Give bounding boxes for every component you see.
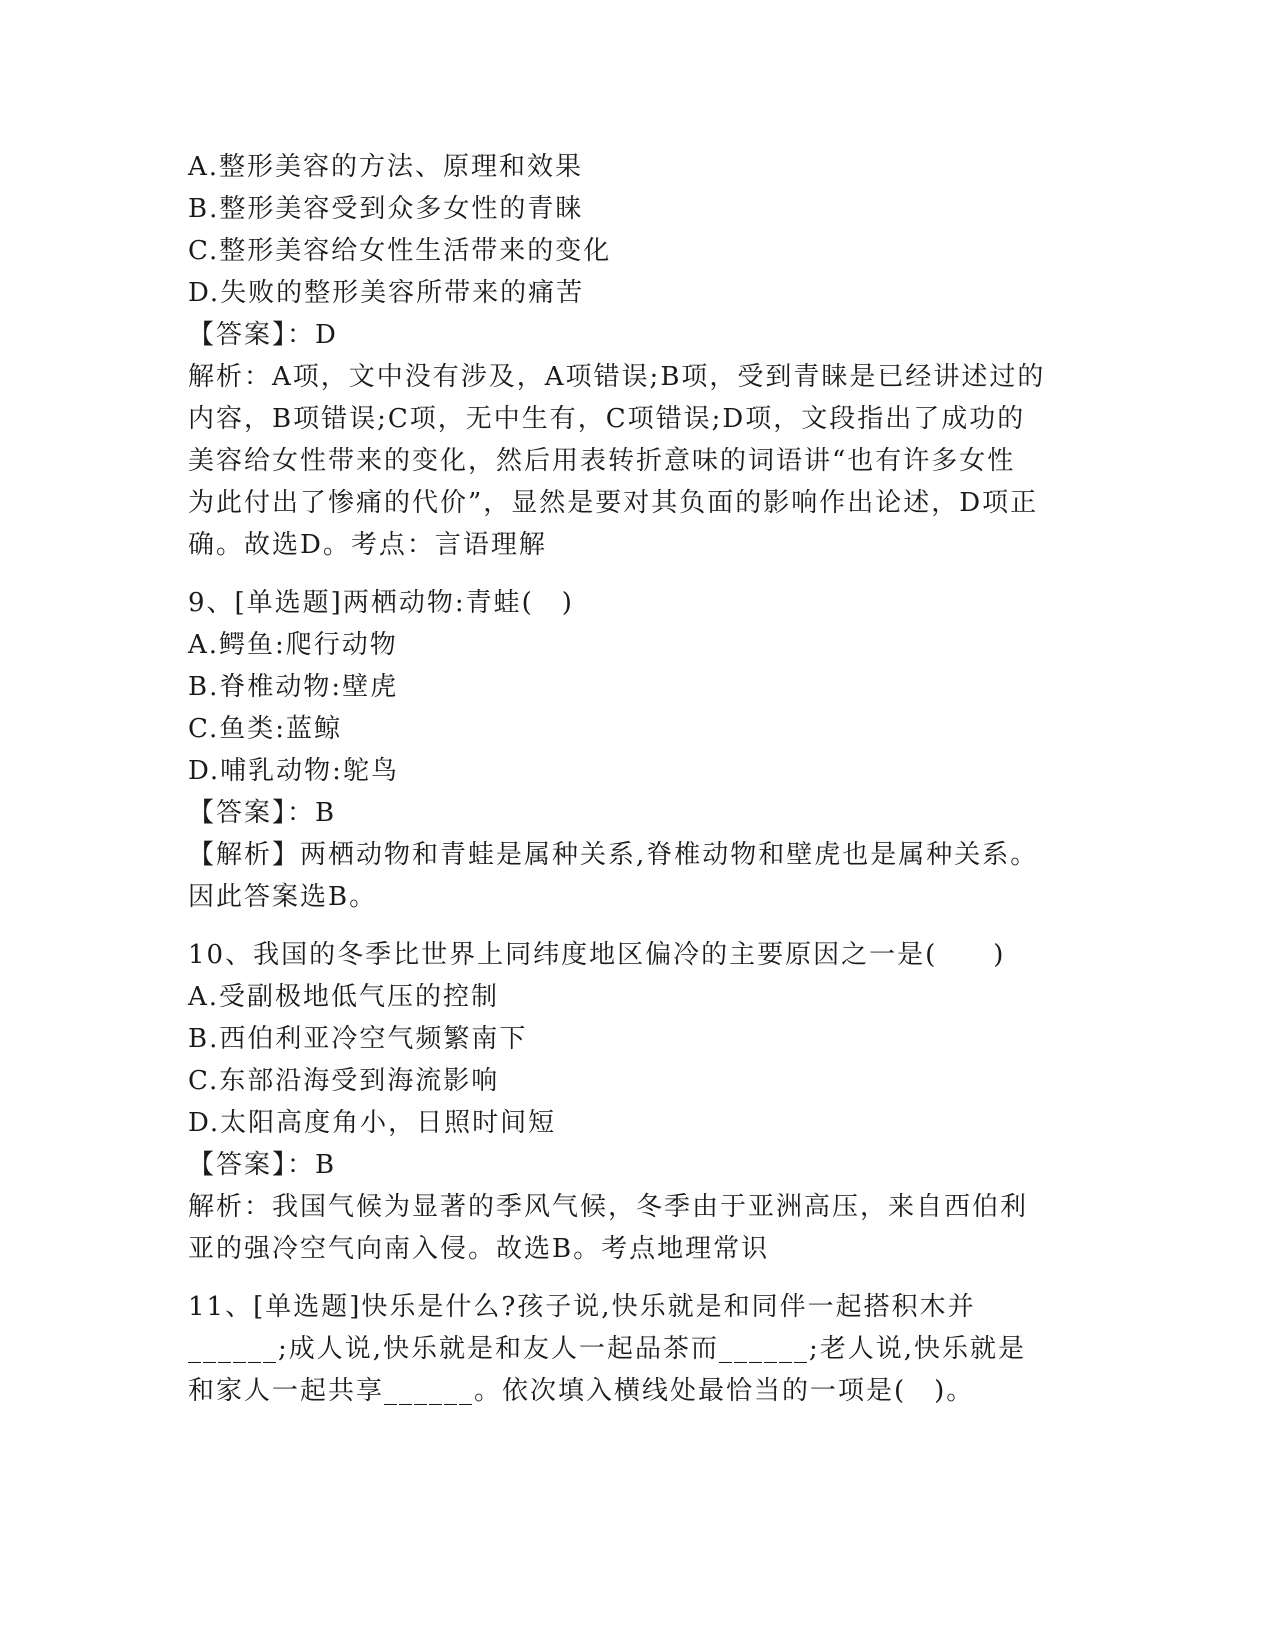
option-b: B.整形美容受到众多女性的青睐 — [188, 194, 584, 224]
analysis-line: 确。故选D。考点：言语理解 — [188, 530, 547, 560]
analysis-line: 为此付出了惨痛的代价”，显然是要对其负面的影响作出论述，D项正 — [188, 488, 1039, 518]
spacer — [188, 566, 1088, 582]
option-d: D.失败的整形美容所带来的痛苦 — [188, 278, 585, 308]
option-a: A.鳄鱼:爬行动物 — [188, 630, 398, 660]
answer: 【答案】：B — [188, 1150, 337, 1180]
option-d: D.哺乳动物:鸵鸟 — [188, 756, 399, 786]
analysis-line: 解析：A项，文中没有涉及，A项错误;B项，受到青睐是已经讲述过的 — [188, 362, 1046, 392]
analysis-line: 【解析】两栖动物和青蛙是属种关系,脊椎动物和壁虎也是属种关系。 — [188, 840, 1039, 870]
analysis-line: 美容给女性带来的变化，然后用表转折意味的词语讲“也有许多女性 — [188, 446, 1016, 476]
question-9 — [188, 582, 1088, 918]
option-d: D.太阳高度角小，日照时间短 — [188, 1108, 557, 1138]
question-stem: 10、我国的冬季比世界上同纬度地区偏冷的主要原因之一是( ) — [188, 940, 1006, 970]
question-10 — [188, 934, 1088, 1270]
answer: 【答案】：B — [188, 798, 337, 828]
analysis-line: 解析：我国气候为显著的季风气候，冬季由于亚洲高压，来自西伯利 — [188, 1192, 1029, 1222]
spacer — [188, 918, 1088, 934]
document-content — [188, 146, 1088, 1412]
question-stem: 9、[单选题]两栖动物:青蛙( ) — [188, 588, 574, 618]
option-c: C.鱼类:蓝鲸 — [188, 714, 342, 744]
question-11 — [188, 1286, 1088, 1412]
analysis-line: 亚的强冷空气向南入侵。故选B。考点地理常识 — [188, 1234, 770, 1264]
question-stem: ______;成人说,快乐就是和友人一起品茶而______;老人说,快乐就是 — [188, 1334, 1027, 1364]
option-b: B.脊椎动物:壁虎 — [188, 672, 399, 702]
question-stem: 和家人一起共享______。依次填入横线处最恰当的一项是( )。 — [188, 1376, 975, 1406]
option-b: B.西伯利亚冷空气频繁南下 — [188, 1024, 528, 1054]
analysis-line: 内容，B项错误;C项，无中生有，C项错误;D项，文段指出了成功的 — [188, 404, 1026, 434]
option-a: A.整形美容的方法、原理和效果 — [188, 152, 584, 182]
answer: 【答案】：D — [188, 320, 338, 350]
question-8 — [188, 146, 1088, 566]
option-a: A.受副极地低气压的控制 — [188, 982, 500, 1012]
question-stem: 11、[单选题]快乐是什么?孩子说,快乐就是和同伴一起搭积木并 — [188, 1292, 976, 1322]
option-c: C.东部沿海受到海流影响 — [188, 1066, 500, 1096]
option-c: C.整形美容给女性生活带来的变化 — [188, 236, 612, 266]
analysis-line: 因此答案选B。 — [188, 882, 378, 912]
spacer — [188, 1270, 1088, 1286]
